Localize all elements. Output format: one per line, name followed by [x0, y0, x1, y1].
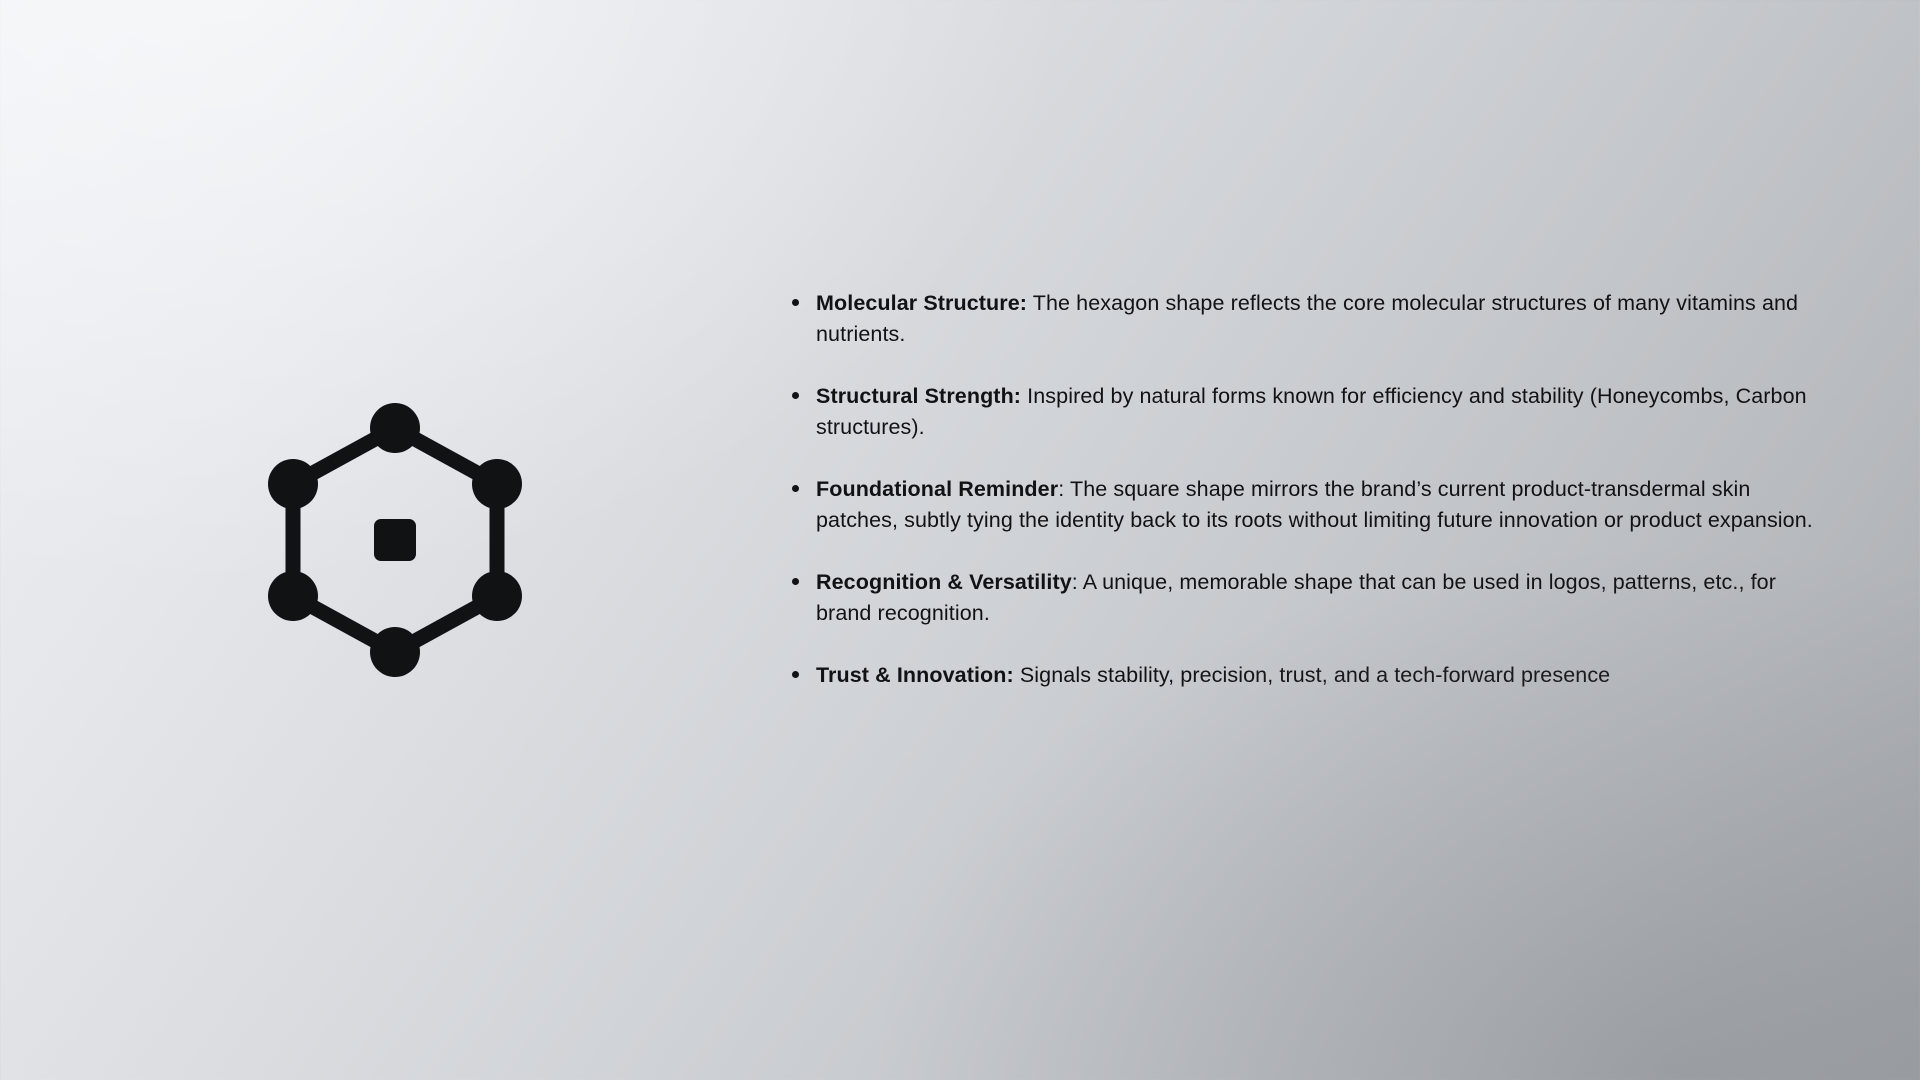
bullet-lead: Molecular Structure:: [816, 291, 1028, 315]
bullet-body: Signals stability, precision, trust, and a tech-forward presence: [1013, 663, 1611, 688]
bullet-lead: Structural Strength:: [816, 384, 1022, 409]
bullet-body: The hexagon shape reflects the core molecular structures of many vitamins and nutrients.: [816, 291, 1799, 346]
bullet-body: : A unique, memorable shape that can be used in logos, patterns, etc., for brand recognition.: [816, 570, 1776, 625]
rationale-bullet-list: [790, 288, 1820, 691]
list-item: [790, 381, 1820, 442]
list-item: [790, 474, 1820, 535]
bullet-dot-icon: [792, 485, 799, 492]
list-item: [790, 567, 1820, 628]
logo-panel: [0, 0, 790, 1080]
hexagon-molecule-logo-icon: [265, 400, 525, 680]
bullet-lead: Foundational Reminder: [816, 477, 1059, 502]
bullet-dot-icon: [792, 671, 799, 678]
rationale-text-panel: [790, 288, 1820, 691]
bullet-lead: Trust & Innovation:: [816, 663, 1014, 688]
bullet-body: Inspired by natural forms known for efficiency and stability (Honeycombs, Carbon structures).: [816, 384, 1807, 439]
bullet-dot-icon: [792, 392, 799, 399]
bullet-lead: Recognition & Versatility: [816, 570, 1072, 595]
bullet-body: : The square shape mirrors the brand’s current product-transdermal skin patches, subtly tying the identity back to its roots without limiting future innovation or product expansion.: [816, 477, 1813, 532]
bullet-dot-icon: [792, 578, 799, 585]
list-item: [790, 660, 1820, 691]
bullet-dot-icon: [792, 299, 799, 306]
list-item: [790, 288, 1820, 349]
